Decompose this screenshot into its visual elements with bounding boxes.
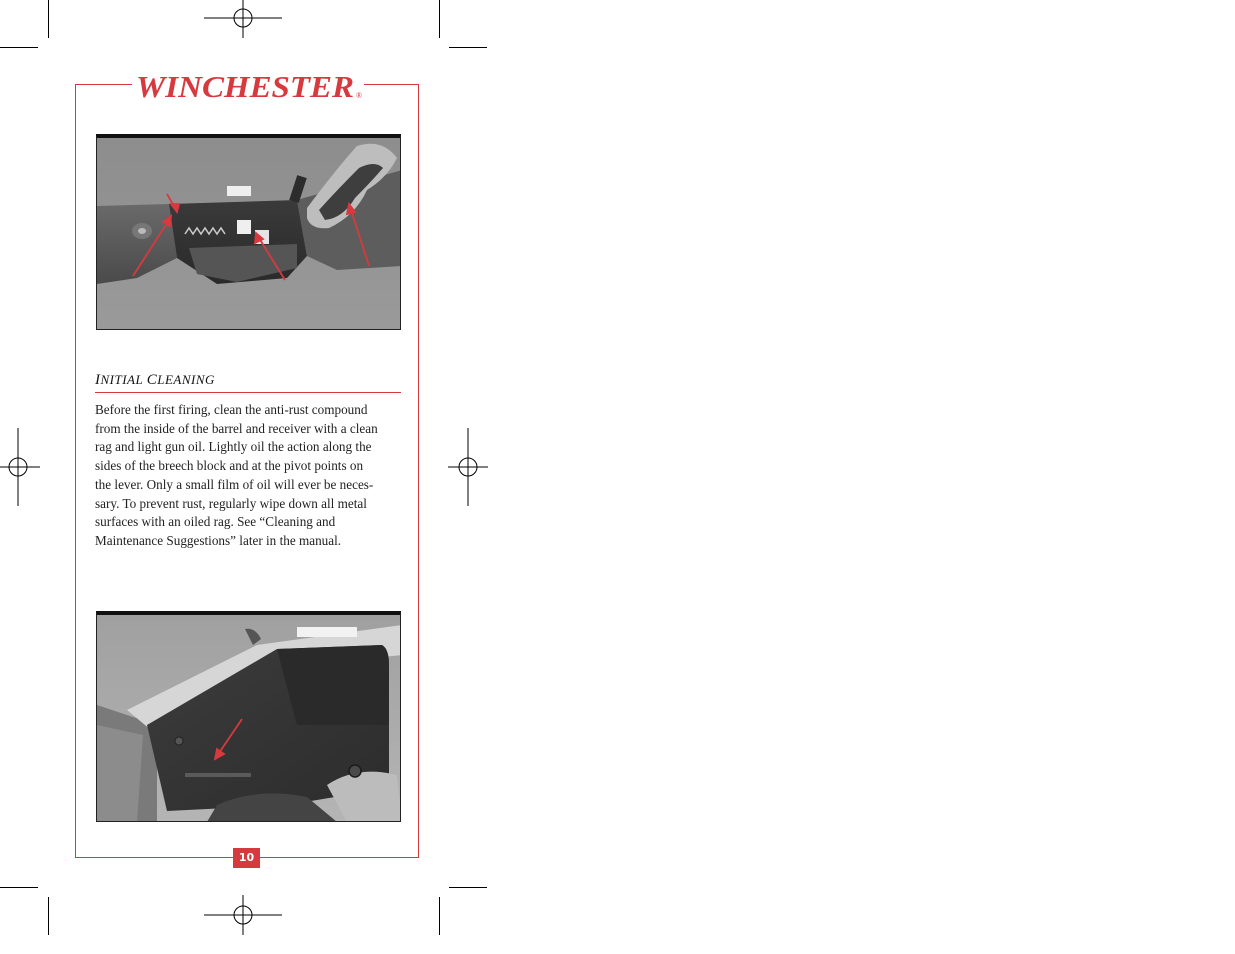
page-number: 10 [233, 848, 260, 868]
body-line: the lever. Only a small film of oil will ever be neces- [95, 476, 374, 492]
body-paragraph [95, 401, 403, 551]
heading-initial-2: C [146, 372, 158, 388]
body-line: rag and light gun oil. Lightly oil the action along the [95, 439, 372, 455]
registered-mark: ® [356, 91, 363, 100]
registration-mark-top [204, 0, 282, 40]
body-line: surfaces with an oiled rag. See “Cleaning and [95, 514, 336, 530]
body-line: sides of the breech block and at the pivot points on [95, 458, 364, 474]
open-action-photo [96, 134, 401, 330]
body-line: sary. To prevent rust, regularly wipe down all metal [95, 495, 367, 511]
section-heading [95, 372, 401, 393]
body-line: Maintenance Suggestions” later in the manual. [95, 532, 342, 548]
logo-wordmark: WINCHESTER [136, 69, 354, 104]
heading-word-2: LEANING [157, 372, 215, 387]
body-line: from the inside of the barrel and receiver with a clean [95, 420, 378, 436]
heading-initial-1: I [95, 372, 101, 388]
registration-mark-right [448, 428, 488, 506]
heading-word-1: NITIAL [100, 372, 147, 387]
registration-mark-left [0, 428, 40, 506]
receiver-side-photo [96, 611, 401, 822]
body-line: Before the first firing, clean the anti-rust compound [95, 402, 368, 417]
winchester-logo [132, 66, 364, 106]
registration-mark-bottom [204, 895, 282, 935]
